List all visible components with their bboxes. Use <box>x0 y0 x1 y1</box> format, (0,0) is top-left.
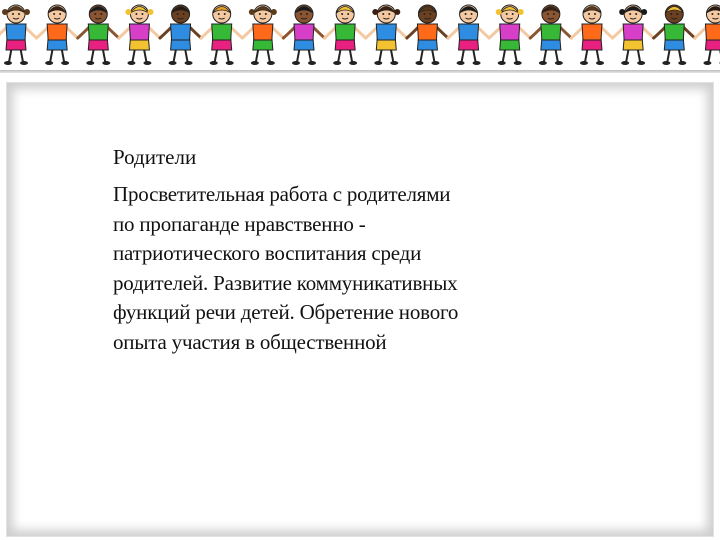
body-line: Просветительная работа с родителями <box>113 182 451 206</box>
child-figure <box>571 5 612 65</box>
child-figure <box>613 5 654 65</box>
body-line: опыта участия в общественной <box>113 329 387 354</box>
child-figure <box>695 5 720 65</box>
child-figure <box>530 5 571 65</box>
child-figure <box>119 5 160 65</box>
child-figure <box>37 5 78 65</box>
body-line: родителей. Развитие коммуникативных <box>113 270 458 295</box>
header-divider <box>0 70 720 73</box>
child-figure <box>325 5 366 65</box>
children-border-illustration <box>0 0 720 72</box>
child-figure <box>366 5 407 65</box>
child-figure <box>407 5 448 65</box>
child-figure <box>489 5 530 65</box>
child-figure <box>0 5 37 65</box>
slide-body-text <box>113 180 543 357</box>
body-line: по пропаганде нравственно - <box>113 211 366 236</box>
slide-content <box>113 142 543 357</box>
child-figure <box>78 5 119 65</box>
child-figure <box>283 5 324 65</box>
body-line: патриотического воспитания среди <box>113 241 422 265</box>
child-figure <box>201 5 242 65</box>
child-figure <box>654 5 695 65</box>
child-figure <box>242 5 283 65</box>
child-figure <box>448 5 489 65</box>
body-line: функций речи детей. Обретение нового <box>113 300 459 324</box>
child-figure <box>160 5 201 65</box>
children-holding-hands-border <box>0 0 720 72</box>
slide-heading: Родители <box>113 145 197 169</box>
